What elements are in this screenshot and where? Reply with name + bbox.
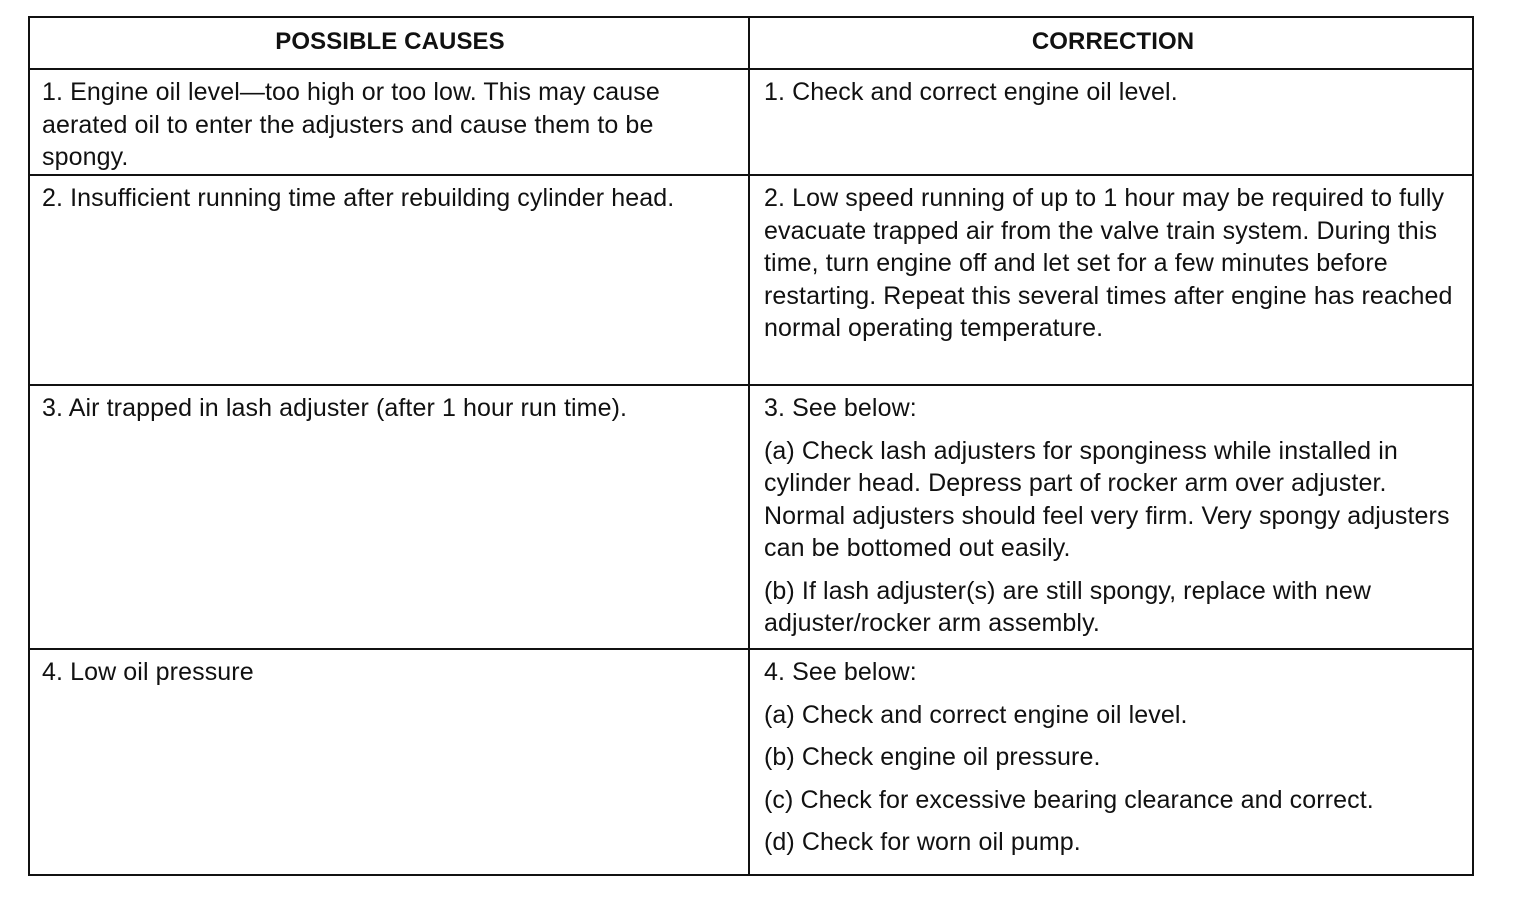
table-header-row — [30, 18, 1472, 68]
cause-cell: 1. Engine oil level—too high or too low. This may cause aerated oil to enter the adjusters and cause them to be spongy. — [30, 70, 750, 174]
correction-substep: (d) Check for worn oil pump. — [764, 828, 1081, 856]
correction-substep: (a) Check and correct engine oil level. — [764, 700, 1188, 729]
table-row — [30, 648, 1472, 874]
correction-step: 1. Check and correct engine oil level. — [764, 78, 1178, 106]
correction-step: 2. Low speed running of up to 1 hour may be required to fully evacuate trapped air from the valve train system. During this time, turn engine off and let set for a few minutes before restarting. Repeat this several times after engine has reached normal operating temperature. — [764, 184, 1453, 342]
table-row — [30, 68, 1472, 174]
table-row — [30, 384, 1472, 648]
correction-cell — [750, 650, 1472, 874]
cause-cell: 2. Insufficient running time after rebuilding cylinder head. — [30, 176, 750, 384]
header-correction: CORRECTION — [1031, 28, 1195, 55]
header-possible-causes: POSSIBLE CAUSES — [30, 18, 750, 68]
correction-cell — [750, 70, 1472, 174]
correction-substep: (b) If lash adjuster(s) are still spongy, replace with new adjuster/rocker arm assembly. — [764, 576, 1371, 637]
correction-step: 3. See below: — [764, 394, 917, 422]
correction-cell — [750, 386, 1472, 648]
cause-cell: 4. Low oil pressure — [30, 650, 750, 874]
troubleshooting-table — [28, 16, 1474, 876]
correction-substep: (b) Check engine oil pressure. — [764, 743, 1101, 771]
correction-substep: (a) Check lash adjusters for sponginess while installed in cylinder head. Depress part of rocker arm over adjuster. Normal adjusters should feel very firm. Very spongy adjusters can be bottomed out easily. — [764, 436, 1450, 562]
table-row — [30, 174, 1472, 384]
cause-cell: 3. Air trapped in lash adjuster (after 1 hour run time). — [30, 386, 750, 648]
correction-cell — [750, 176, 1472, 384]
correction-step: 4. See below: — [764, 658, 917, 686]
correction-substep: (c) Check for excessive bearing clearance and correct. — [764, 785, 1374, 814]
